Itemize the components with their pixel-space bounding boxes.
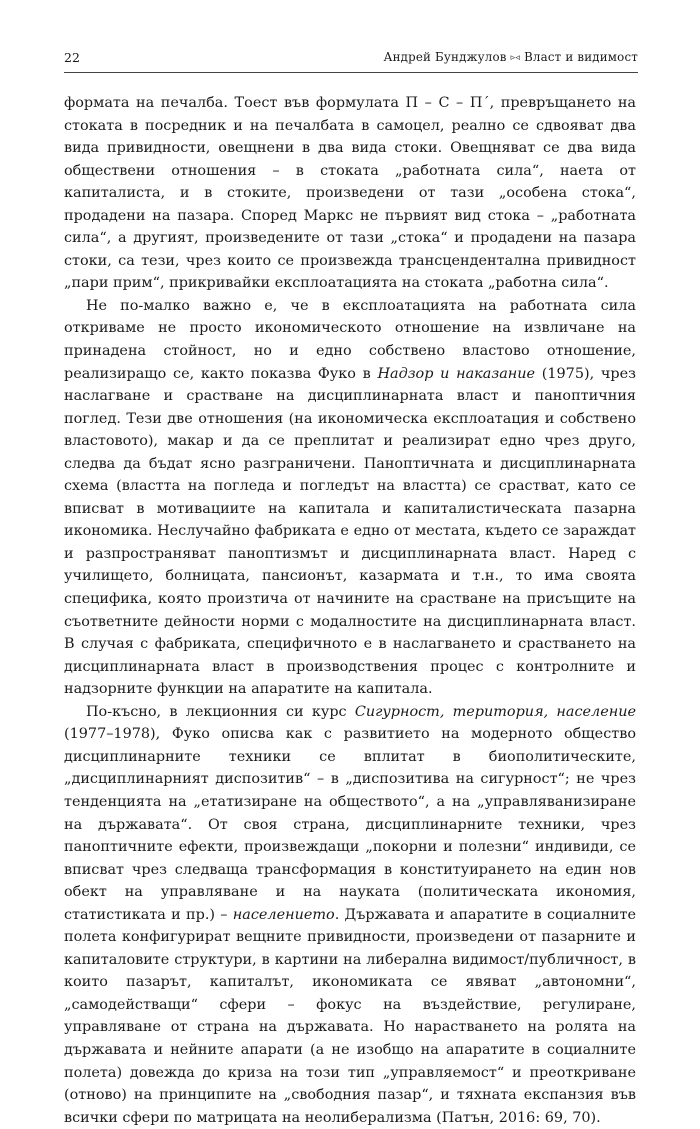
body-text xyxy=(64,92,636,1129)
paragraph-text: . Държавата и апаратите в социалните полета конфигурират вещните привидности, произведени от пазарните и капиталовите структури, в картини на либерална видимост/публичност, в които пазарът, капиталът, икономиката се явяват „автономни“, „самодействащи“ сфери – фокус на въздействие, регулиране, управляване от страна на държавата. Но нарастването на ролята на държавата и нейните апарати (а не изобщо на апаратите в социалните полета) довежда до криза на този тип „управляемост“ и преоткриване (отново) на принципите на „свободния пазар“, и тяхната експанзия във всички сфери по матрицата на неолиберализма (Патън, 2016: 69, 70). xyxy=(64,906,636,1126)
page-header xyxy=(64,48,638,72)
book-title: Власт и видимост xyxy=(524,50,638,64)
work-title: Надзор и наказание xyxy=(377,365,536,382)
paragraph-text: (1975), чрез наслагване и срастване на дисциплинарната власт и паноптичния поглед. Тези две отношения (на икономическа експлоатация и собствено властовото), макар и да се преплитат и реализират едно чрез друго, следва да бъдат ясно разграничени. Паноптичната и дисциплинарната схема (властта на погледа и погледът на властта) се срастват, като се вписват в мотивациите на капитала и капиталистическата пазарна икономика. Неслучайно фабриката е едно от местата, където се зараждат и разпространяват паноптизмът и дисциплинарната власт. Наред с училището, болницата, пансионът, казармата и т.н., то има своята специфика, която произтича от начините на срастване на присъщите на съответните дейности норми с модалностите на дисциплинарната власт. В случая с фабриката, специфичното е в наслагването и срастването на дисциплинарната власт в производствения процес с контролните и надзорните функции на апаратите на капитала. xyxy=(64,365,636,698)
separator-icon: ▹◃ xyxy=(510,53,521,63)
running-head xyxy=(383,50,638,64)
paragraph-text: По-късно, в лекционния си курс xyxy=(86,703,355,720)
author-name: Андрей Бунджулов xyxy=(383,50,507,64)
paragraph-1 xyxy=(64,92,636,295)
paragraph-text: Не по-малко важно е, че в експлоатацията на работната сила откриваме не просто икономическото отношение на извличане на принадена стойност, но и едно собствено властово отношение, реализиращо се, както показва Фуко в xyxy=(64,297,636,382)
work-title: Сигурност, територия, население xyxy=(354,703,636,720)
page-number: 22 xyxy=(64,50,80,65)
paragraph-text: формата на печалба. Тоест във формулата П – С – П´, превръщането на стоката в посредник и на печалбата в самоцел, реално се сдвояват два вида привидности, овещнени в два вида стоки. Овещняват се два вида обществени отношения – в стоката „работната сила“, наета от капиталиста, и в стоките, произведени от тази „особена стока“, продадени на пазара. Според Маркс не първият вид стока – „работната сила“, а другият, произведените от тази „стока“ и продадени на пазара стоки, са тези, чрез които се произвежда трансцендентална привидност „пари прим“, прикривайки експлоатацията на стоката „работна сила“. xyxy=(64,95,636,292)
paragraph-2 xyxy=(64,295,636,701)
emphasized-term: населението xyxy=(232,906,335,923)
header-rule xyxy=(64,72,638,73)
paragraph-text: (1977–1978), Фуко описва как с развитието на модерното общество дисциплинарните техники се вплитат в биополитическите, „дисциплинарният диспозитив“ – в „диспозитива на сигурност“; не чрез тенденцията на „етатизиране на обществото“, а на „управляванизиране на държавата“. От своя страна, дисциплинарните техники, чрез паноптичните ефекти, произвеждащи „покорни и полезни“ индивиди, се вписват чрез следваща трансформация в конституирането на един нов обект на управляване и на науката (политическата икономия, статистиката и пр.) – xyxy=(64,726,636,923)
paragraph-3 xyxy=(64,701,636,1129)
